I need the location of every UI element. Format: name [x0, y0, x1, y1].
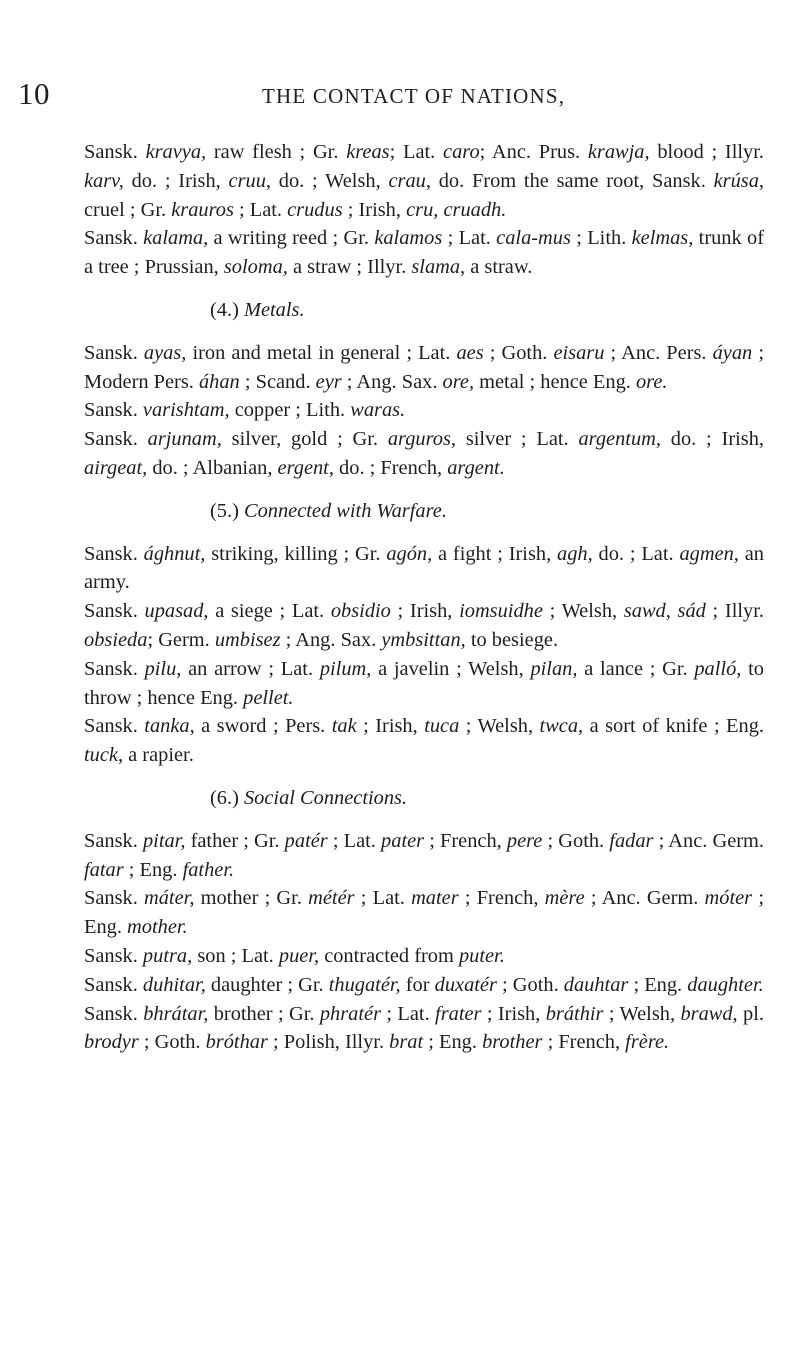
body-paragraph	[84, 396, 764, 425]
text-run: Sansk.	[84, 542, 144, 565]
text-run: Sansk.	[84, 141, 146, 163]
text-run: a lance ; Gr.	[577, 657, 695, 680]
body-paragraph	[84, 224, 764, 282]
italic-term: móter	[704, 887, 753, 910]
text-run: a fight ; Irish,	[432, 542, 558, 565]
text-run: ; Goth.	[483, 341, 554, 364]
italic-term: mater	[411, 887, 459, 910]
body-paragraph	[84, 425, 764, 483]
text-run: ; Ang. Sax.	[280, 628, 382, 651]
italic-term: agón,	[386, 542, 433, 565]
italic-term: pilan,	[530, 657, 578, 680]
text-run: daughter ; Gr.	[205, 973, 329, 996]
text-run: ; Eng.	[423, 1031, 483, 1054]
text-run: pl.	[737, 1002, 764, 1025]
text-run: ; Illyr.	[705, 600, 764, 623]
italic-term: brother	[482, 1031, 543, 1054]
text-run: ; Goth.	[542, 829, 610, 852]
italic-term: fadar	[609, 829, 654, 852]
italic-term: father.	[182, 858, 235, 881]
text-run: Sansk.	[84, 428, 148, 451]
italic-term: twca,	[539, 715, 584, 738]
italic-term: brodyr	[84, 1031, 139, 1054]
text-run: do. ; Lat.	[592, 542, 680, 565]
italic-term: cruu,	[228, 169, 272, 192]
text-run: for	[400, 973, 435, 996]
text-run: ; Lat.	[327, 829, 382, 852]
italic-term: kalama,	[143, 227, 209, 250]
text-run: son ; Lat.	[192, 944, 279, 967]
italic-term: pere	[506, 829, 543, 852]
text-run: do. From the same root, Sansk.	[430, 169, 714, 192]
text-run: ; Anc. Germ.	[653, 829, 765, 852]
body-paragraph	[84, 971, 764, 1000]
text-run: a straw ; Illyr.	[287, 256, 412, 279]
italic-term: varishtam,	[142, 399, 230, 422]
italic-term: agh,	[557, 542, 593, 565]
body-paragraph	[84, 540, 764, 598]
italic-term: krúsa,	[713, 169, 764, 192]
text-run: ; Ang. Sax.	[341, 370, 443, 393]
italic-term: upasad,	[144, 600, 209, 623]
italic-term: tuck,	[84, 744, 124, 767]
italic-term: eyr	[315, 370, 342, 393]
italic-term: brawd,	[680, 1002, 738, 1025]
italic-term: pilu,	[144, 657, 182, 680]
text-run: ; Eng.	[84, 887, 764, 939]
text-run: ; Irish,	[356, 715, 425, 738]
italic-term: cru, cruadh.	[406, 198, 507, 221]
text-run: a sort of knife ; Eng.	[583, 715, 765, 738]
italic-term: ore,	[442, 370, 475, 393]
italic-term: ore.	[635, 370, 668, 393]
italic-term: kelmas,	[631, 227, 694, 250]
italic-term: agmen,	[679, 542, 739, 565]
text-run: ; Lat.	[389, 141, 444, 163]
italic-term: pellet.	[243, 686, 294, 709]
text-run: do. ; Irish,	[660, 428, 764, 451]
italic-term: pilum,	[319, 657, 372, 680]
body-paragraph	[84, 339, 764, 397]
italic-term: daughter.	[687, 973, 764, 996]
text-run: iron and metal in general ; Lat.	[186, 341, 457, 364]
text-run: a straw.	[465, 256, 533, 279]
section-title: Social Connections.	[243, 786, 408, 809]
section-heading	[84, 296, 764, 325]
text-run: to besiege.	[465, 628, 559, 651]
italic-term: ymbsittan,	[381, 628, 466, 651]
italic-term: aes	[456, 341, 484, 364]
italic-term: obsieda	[84, 628, 148, 651]
text-run: Sansk.	[84, 341, 144, 364]
text-run: do. ; Welsh,	[271, 169, 389, 192]
italic-term: eisaru	[553, 341, 605, 364]
italic-term: putra,	[142, 944, 193, 967]
text-run: Sansk.	[84, 829, 143, 852]
text-run: ; French,	[542, 1031, 626, 1054]
italic-term: bráthir	[545, 1002, 604, 1025]
text-run: ; Welsh,	[542, 600, 624, 623]
italic-term: arguros,	[387, 428, 457, 451]
text-run: contracted from	[319, 944, 459, 967]
text-run: ; Irish,	[342, 198, 407, 221]
italic-term: kalamos	[374, 227, 443, 250]
text-run: Sansk.	[84, 227, 144, 250]
text-run: striking, killing ; Gr.	[205, 542, 387, 565]
text-run: Sansk.	[84, 887, 145, 910]
text-run: Sansk.	[84, 657, 145, 680]
text-run: ; Polish, Illyr.	[267, 1031, 390, 1054]
italic-term: soloma,	[223, 256, 288, 279]
text-run: ; Eng.	[628, 973, 688, 996]
italic-term: bhrátar,	[143, 1002, 209, 1025]
italic-term: umbisez	[214, 628, 281, 651]
section-number: (4.)	[210, 298, 239, 321]
text-run: blood ; Illyr.	[649, 141, 764, 163]
text-run: ; Lith.	[570, 227, 632, 250]
italic-term: caro	[443, 141, 480, 163]
section-title: Connected with Warfare.	[243, 499, 447, 522]
text-run: ; Eng.	[123, 858, 183, 881]
text-run: silver, gold ; Gr.	[221, 428, 388, 451]
italic-term: máter,	[144, 887, 195, 910]
italic-term: slama,	[411, 256, 466, 279]
italic-term: métér	[308, 887, 355, 910]
text-run: a javelin ; Welsh,	[371, 657, 531, 680]
italic-term: kravya,	[145, 141, 207, 163]
text-run: ; Goth.	[138, 1031, 206, 1054]
italic-term: iomsuidhe	[459, 600, 543, 623]
text-run: ; French,	[424, 829, 507, 852]
text-run: cruel ; Gr.	[84, 198, 172, 221]
text-run: ; Lat.	[381, 1002, 436, 1025]
italic-term: airgeat,	[84, 456, 148, 479]
section-number: (6.)	[210, 786, 239, 809]
text-run: ; Anc. Germ.	[584, 887, 705, 910]
text-run: brother ; Gr.	[208, 1002, 320, 1025]
text-run: ; Lat.	[233, 198, 288, 221]
text-run: mother ; Gr.	[194, 887, 309, 910]
text-run: silver ; Lat.	[456, 428, 579, 451]
text-run: a siege ; Lat.	[208, 600, 331, 623]
italic-term: duxatér	[434, 973, 497, 996]
italic-term: phratér	[319, 1002, 382, 1025]
text-run: ; French,	[458, 887, 545, 910]
italic-term: áyan	[712, 341, 753, 364]
italic-term: tak	[331, 715, 357, 738]
text-run: ; Modern Pers.	[84, 341, 765, 393]
italic-term: frère.	[625, 1031, 670, 1054]
italic-term: waras.	[350, 399, 406, 422]
italic-term: sawd, sád	[623, 600, 706, 623]
italic-term: argentum,	[578, 428, 661, 451]
text-run: ; Scand.	[239, 370, 316, 393]
italic-term: ayas,	[143, 341, 187, 364]
text-run: Sansk.	[84, 973, 143, 996]
text-run: ; Welsh,	[459, 715, 540, 738]
italic-term: frater	[435, 1002, 482, 1025]
text-run: to throw ; hence Eng.	[84, 657, 764, 709]
text-run: trunk of a tree ; Prussian,	[84, 227, 764, 279]
text-run: ; Goth.	[496, 973, 564, 996]
body-paragraph	[84, 138, 764, 224]
section-number: (5.)	[210, 499, 239, 522]
text-run: father ; Gr.	[185, 829, 285, 852]
text-run: ; Anc. Prus.	[479, 141, 588, 163]
italic-term: mother.	[127, 916, 188, 939]
text-run: do. ; French,	[333, 456, 448, 479]
body-paragraph	[84, 655, 764, 713]
italic-term: krauros	[171, 198, 234, 221]
italic-term: tuca	[424, 715, 460, 738]
text-run: metal ; hence Eng.	[474, 370, 636, 393]
text-run: do. ; Irish,	[123, 169, 229, 192]
text-run: Sansk.	[84, 1002, 144, 1025]
italic-term: ergent,	[277, 456, 334, 479]
body-paragraph	[84, 827, 764, 885]
text-run: copper ; Lith.	[229, 399, 351, 422]
italic-term: pitar,	[142, 829, 186, 852]
italic-term: thugatér,	[328, 973, 401, 996]
italic-term: fatar	[84, 858, 124, 881]
italic-term: puter.	[458, 944, 505, 967]
text-run: raw flesh ; Gr.	[206, 141, 347, 163]
body-paragraph	[84, 1000, 764, 1058]
body-paragraph	[84, 884, 764, 942]
section-heading	[84, 497, 764, 526]
italic-term: argent.	[447, 456, 505, 479]
text-run: a writing reed ; Gr.	[208, 227, 375, 250]
text-run: ; Lat.	[442, 227, 497, 250]
text-run: an army.	[84, 542, 764, 594]
italic-term: tanka,	[144, 715, 195, 738]
body-paragraph	[84, 597, 764, 655]
italic-term: brat	[389, 1031, 424, 1054]
italic-term: crudus	[287, 198, 343, 221]
italic-term: palló,	[694, 657, 742, 680]
italic-term: ághnut,	[143, 542, 206, 565]
italic-term: mère	[544, 887, 585, 910]
italic-term: krawja,	[587, 141, 650, 163]
text-run: a sword ; Pers.	[194, 715, 332, 738]
italic-term: cala-mus	[496, 227, 571, 250]
page-body	[84, 138, 764, 1057]
body-paragraph	[84, 942, 764, 971]
text-run: an arrow ; Lat.	[181, 657, 320, 680]
text-run: do. ; Albanian,	[147, 456, 278, 479]
italic-term: crau,	[388, 169, 431, 192]
text-run: Sansk.	[84, 715, 145, 738]
italic-term: obsidio	[330, 600, 391, 623]
italic-term: bróthar	[205, 1031, 268, 1054]
italic-term: karv,	[84, 169, 124, 192]
italic-term: patér	[284, 829, 328, 852]
italic-term: duhitar,	[142, 973, 206, 996]
text-run: ; Lat.	[354, 887, 412, 910]
italic-term: arjunam,	[147, 428, 222, 451]
text-run: ; Anc. Pers.	[604, 341, 713, 364]
text-run: Sansk.	[84, 600, 145, 623]
section-title: Metals.	[243, 298, 305, 321]
page-header	[0, 76, 801, 116]
running-title: THE CONTACT OF NATIONS,	[262, 84, 566, 108]
italic-term: kreas	[346, 141, 390, 163]
text-run: ; Irish,	[390, 600, 460, 623]
text-run: Sansk.	[84, 944, 143, 967]
text-run: Sansk.	[84, 399, 143, 422]
italic-term: puer,	[278, 944, 320, 967]
text-run: ; Irish,	[481, 1002, 546, 1025]
italic-term: pater	[381, 829, 425, 852]
italic-term: dauhtar	[563, 973, 629, 996]
text-run: a rapier.	[123, 744, 194, 767]
text-run: ; Welsh,	[603, 1002, 681, 1025]
italic-term: áhan	[198, 370, 240, 393]
section-heading	[84, 784, 764, 813]
body-paragraph	[84, 712, 764, 770]
text-run: ; Germ.	[147, 628, 215, 651]
page-number: 10	[18, 76, 50, 111]
